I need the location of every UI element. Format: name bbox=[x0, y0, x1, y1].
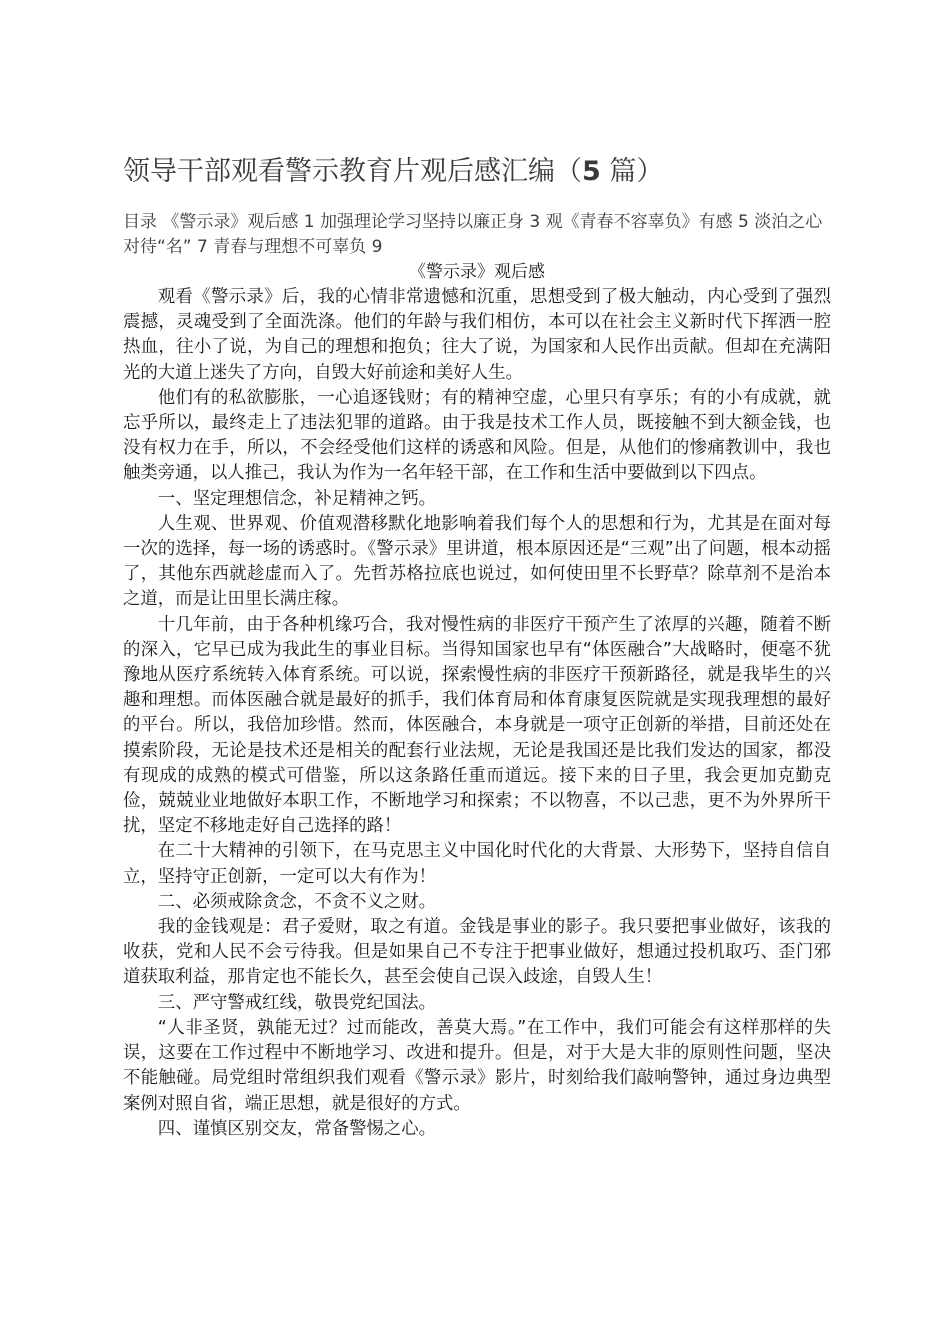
paragraph: 他们有的私欲膨胀，一心追逐钱财；有的精神空虚，心里只有享乐；有的小有成就，就忘乎所以，最终走上了违法犯罪的道路。由于我是技术工作人员，既接触不到大额金钱，也没有权力在手，所以，不会经受他们这样的诱惑和风险。但是，从他们的惨痛教训中，我也触类旁通，以人推己，我认为作为一名年轻干部，在工作和生活中要做到以下四点。 bbox=[123, 387, 831, 484]
subheading: 三、严守警戒红线，敬畏党纪国法。 bbox=[157, 992, 437, 1013]
table-of-contents: 目录 《警示录》观后感 1 加强理论学习坚持以廉正身 3 观《青春不容辜负》有感 5 淡泊之心对待“名” 7 青春与理想不可辜负 9 bbox=[123, 212, 823, 257]
document-title bbox=[123, 152, 831, 192]
paragraph: 在二十大精神的引领下，在马克思主义中国化时代化的大背景、大形势下，坚持自信自立，坚持守正创新，一定可以大有作为！ bbox=[123, 841, 831, 887]
subheading: 一、坚定理想信念，补足精神之钙。 bbox=[157, 488, 437, 509]
paragraph: 我的金钱观是：君子爱财，取之有道。金钱是事业的影子。我只要把事业做好，该我的收获，党和人民不会亏待我。但是如果自己不专注于把事业做好，想通过投机取巧、歪门邪道获取利益，那肯定也不能长久，甚至会使自己误入歧途，自毁人生！ bbox=[123, 917, 831, 988]
paragraph: 观看《警示录》后，我的心情非常遗憾和沉重，思想受到了极大触动，内心受到了强烈震撼，灵魂受到了全面洗涤。他们的年龄与我们相仿，本可以在社会主义新时代下挥洒一腔热血，往小了说，为自己的理想和抱负；往大了说，为国家和人民作出贡献。但却在充满阳光的大道上迷失了方向，自毁大好前途和美好人生。 bbox=[123, 287, 831, 383]
subheading: 四、谨慎区别交友，常备警惕之心。 bbox=[157, 1118, 437, 1139]
paragraph: 人生观、世界观、价值观潜移默化地影响着我们每个人的思想和行为，尤其是在面对每一次的选择，每一场的诱惑时。《警示录》里讲道，根本原因还是“三观”出了问题，根本动摇了，其他东西就趁虚而入了。先哲苏格拉底也说过，如何使田里不长野草？除草剂不是治本之道，而是让田里长满庄稼。 bbox=[123, 513, 831, 610]
document-title-tail: 篇） bbox=[600, 156, 664, 187]
section-heading: 《警示录》观后感 bbox=[409, 262, 545, 282]
document-title-count: 5 bbox=[582, 156, 601, 187]
body-text bbox=[123, 285, 831, 1142]
paragraph: 十几年前，由于各种机缘巧合，我对慢性病的非医疗干预产生了浓厚的兴趣，随着不断的深入，它早已成为我此生的事业目标。当得知国家也早有“体医融合”大战略时，便毫不犹豫地从医疗系统转入体育系统。可以说，探索慢性病的非医疗干预新路径，就是我毕生的兴趣和理想。而体医融合就是最好的抓手，我们体育局和体育康复医院就是实现我理想的最好的平台。所以，我倍加珍惜。然而，体医融合，本身就是一项守正创新的举措，目前还处在摸索阶段，无论是技术还是相关的配套行业法规，无论是我国还是比我们发达的国家，都没有现成的成熟的模式可借鉴，所以这条路任重而道远。接下来的日子里，我会更加克勤克俭，兢兢业业地做好本职工作，不断地学习和探索；不以物喜，不以己悲，更不为外界所干扰，坚定不移地走好自己选择的路！ bbox=[123, 614, 831, 837]
subheading: 二、必须戒除贪念，不贪不义之财。 bbox=[157, 891, 437, 912]
paragraph: “人非圣贤，孰能无过？过而能改，善莫大焉。”在工作中，我们可能会有这样那样的失误，这要在工作过程中不断地学习、改进和提升。但是，对于大是大非的原则性问题，坚决不能触碰。局党组时常组织我们观看《警示录》影片，时刻给我们敲响警钟，通过身边典型案例对照自省，端正思想，就是很好的方式。 bbox=[123, 1017, 831, 1114]
document-title-main: 领导干部观看警示教育片观后感汇编（ bbox=[123, 156, 582, 187]
